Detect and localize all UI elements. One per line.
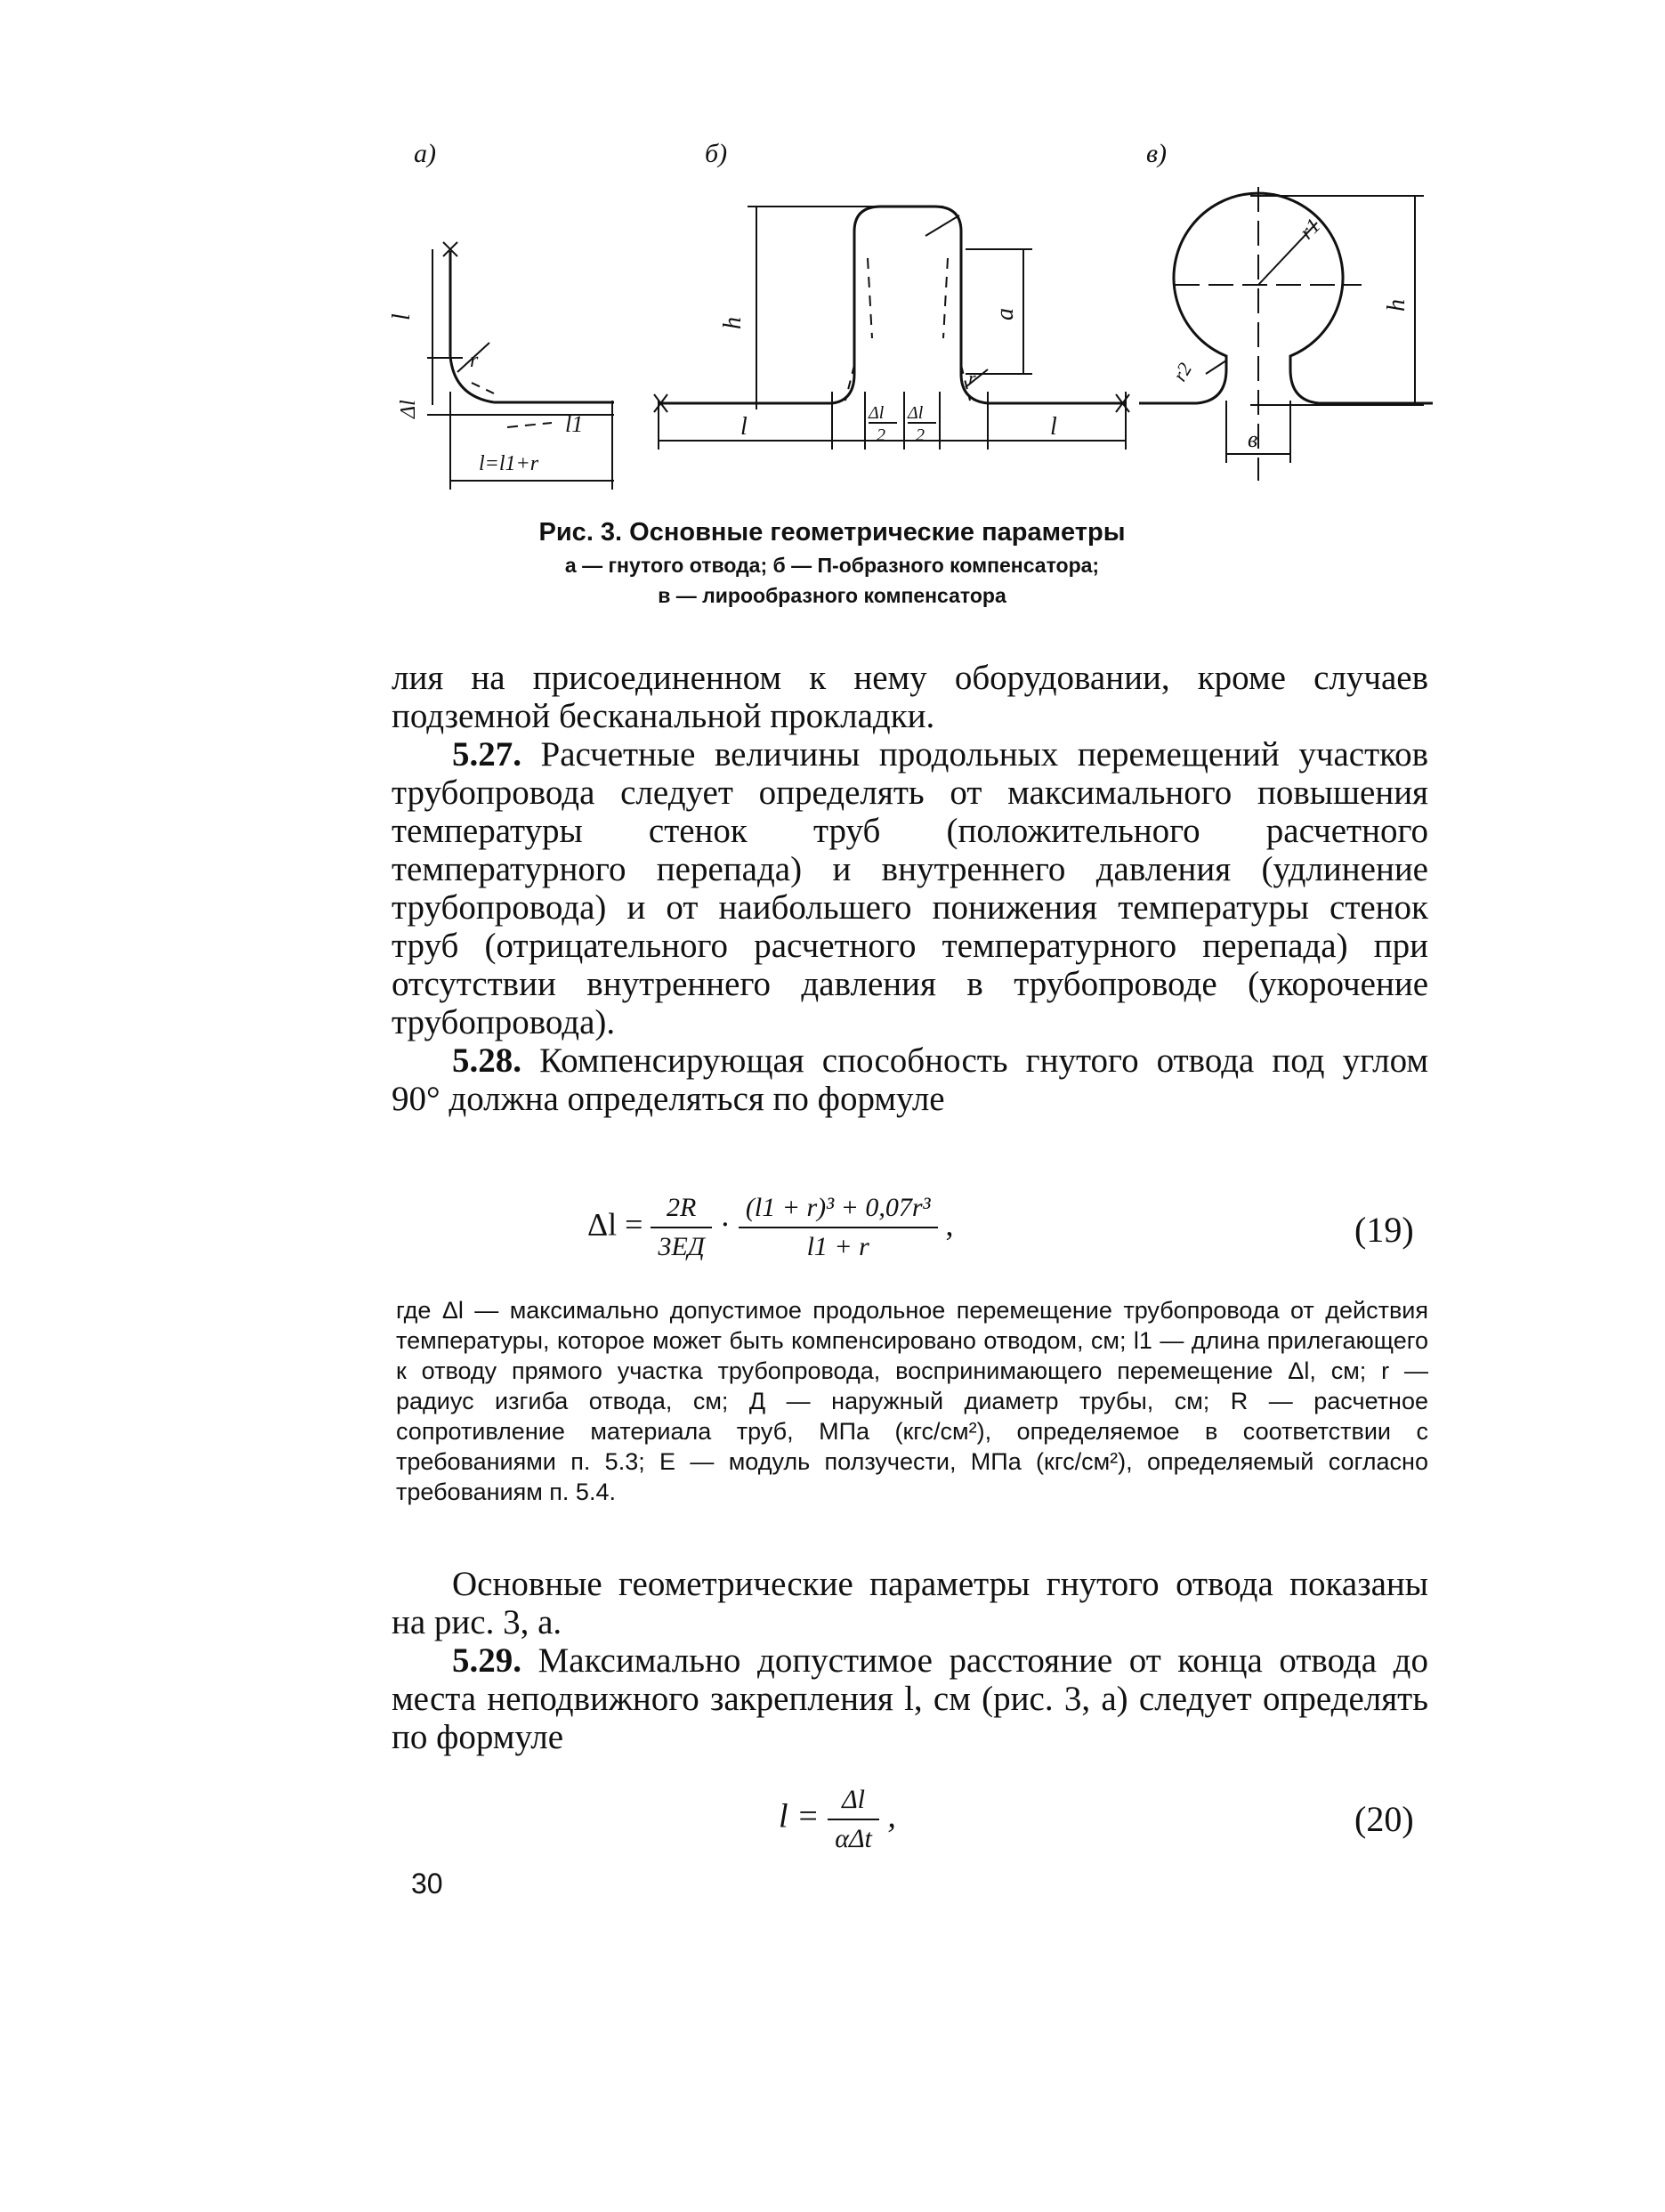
body-text-block-1 [392,659,1428,1118]
b-half-den-2: 2 [916,425,925,445]
formula-19-frac2-num: (l1 + r)³ + 0,07r³ [739,1193,938,1228]
formula-19-frac1-den: 3EД [658,1232,705,1261]
a-label-r: r [470,349,479,372]
c-label-b: в [1248,426,1258,452]
clause-number-5-29: 5.29. [452,1641,521,1680]
label-a: а) [414,139,436,168]
paragraph-5-28 [392,1041,1428,1118]
formula-19-fraction-2 [739,1193,938,1262]
definitions-text [396,1295,1428,1507]
equation-number-19: (19) [1354,1210,1414,1250]
c-label-h: h [1383,299,1410,312]
formula-20-num: Δl [828,1785,879,1820]
paragraph-5-27 [392,735,1428,1041]
equation-number-20: (20) [1354,1799,1414,1839]
panel-b-u-compensator [654,207,1129,450]
b-half-num-2: Δl [908,403,924,423]
figure-caption [267,515,1397,611]
clause-text-5-29: Максимально допустимое расстояние от конца отвода до места неподвижного закрепления l, см (рис. 3, а) следует определять по формуле [392,1641,1429,1756]
formula-19 [587,1193,954,1262]
b-label-a: a [991,308,1019,320]
formula-20-comma: , [887,1797,896,1835]
formula-19-frac2-den: l1 + r [806,1232,869,1261]
paragraph-fig-ref: Основные геометрические параметры гнутого отвода показаны на рис. 3, а. [392,1565,1428,1641]
a-label-l1: l1 [565,411,584,437]
c-label-r2: r2 [1168,359,1197,385]
formula-20 [779,1785,896,1854]
clause-number-5-28: 5.28. [452,1041,521,1080]
formula-20-den: αΔt [835,1824,872,1853]
formula-19-lhs: Δl = [587,1206,643,1243]
clause-text-5-27: Расчетные величины продольных перемещений участков трубопровода следует определять от максимального повышения температуры стенок труб (положительного расчетного температурного перепада) и внутреннего давления (удлинение трубопровода) и от наибольшего понижения температуры стенок труб (отрицательного расчетного температурного перепада) при отсутствии внутреннего давления в трубопроводе (укорочение трубопровода). [392,735,1428,1041]
formula-19-frac1-num: 2R [651,1193,711,1228]
label-c: в) [1146,139,1168,168]
body-text-block-2 [392,1565,1428,1756]
b-label-r: r [968,367,976,389]
a-label-formula: l=l1+r [479,452,539,475]
b-label-l-right: l [1050,413,1057,441]
formula-20-fraction [828,1785,879,1854]
formula-19-fraction-1 [651,1193,711,1262]
formula-20-lhs: l = [779,1797,820,1835]
paragraph-5-29 [392,1641,1428,1756]
figure-3-drawing [374,134,1442,507]
page-number: 30 [411,1868,443,1900]
caption-line-2: а — гнутого отвода; б — П-образного компенсатора; [564,554,1100,577]
c-label-r1: r1 [1295,214,1326,245]
b-label-l-left: l [740,413,748,441]
formula-19-comma: , [945,1206,954,1243]
a-label-dl: Δl [397,400,420,418]
caption-title: Рис. 3. Основные геометрические параметры [538,518,1126,547]
formula-19-dot: · [719,1206,731,1243]
definitions-paragraph: где Δl — максимально допустимое продольное перемещение трубопровода от действия температуры, которое может быть компенсировано отводом, см; l1 — длина прилегающего к отводу прямого участка трубопровода, воспринимающего перемещение Δl, см; r — радиус изгиба отвода, см; Д — наружный диаметр трубы, см; R — расчетное сопротивление материала труб, МПа (кгс/см²), определяемое в соответствии с требованиями п. 5.3; E — модуль ползучести, МПа (кгс/см²), определяемый согласно требованиям п. 5.4. [396,1297,1428,1505]
panel-a-elbow [388,242,614,490]
caption-line-3: в — лирообразного компенсатора [658,584,1006,607]
clause-number-5-27: 5.27. [452,735,521,774]
b-half-den-1: 2 [877,425,885,445]
clause-text-5-28: Компенсирующая способность гнутого отвода под углом 90° должна определяться по формуле [392,1041,1429,1118]
b-half-num-1: Δl [869,403,885,423]
figure-3 [374,134,1442,507]
a-label-l: l [388,313,416,320]
panel-c-lyre-compensator [1139,187,1433,481]
paragraph-continuation: лия на присоединенном к нему оборудовании, кроме случаев подземной бесканальной прокладки. [392,659,1428,735]
b-label-h: h [719,317,747,329]
label-b: б) [705,139,728,168]
